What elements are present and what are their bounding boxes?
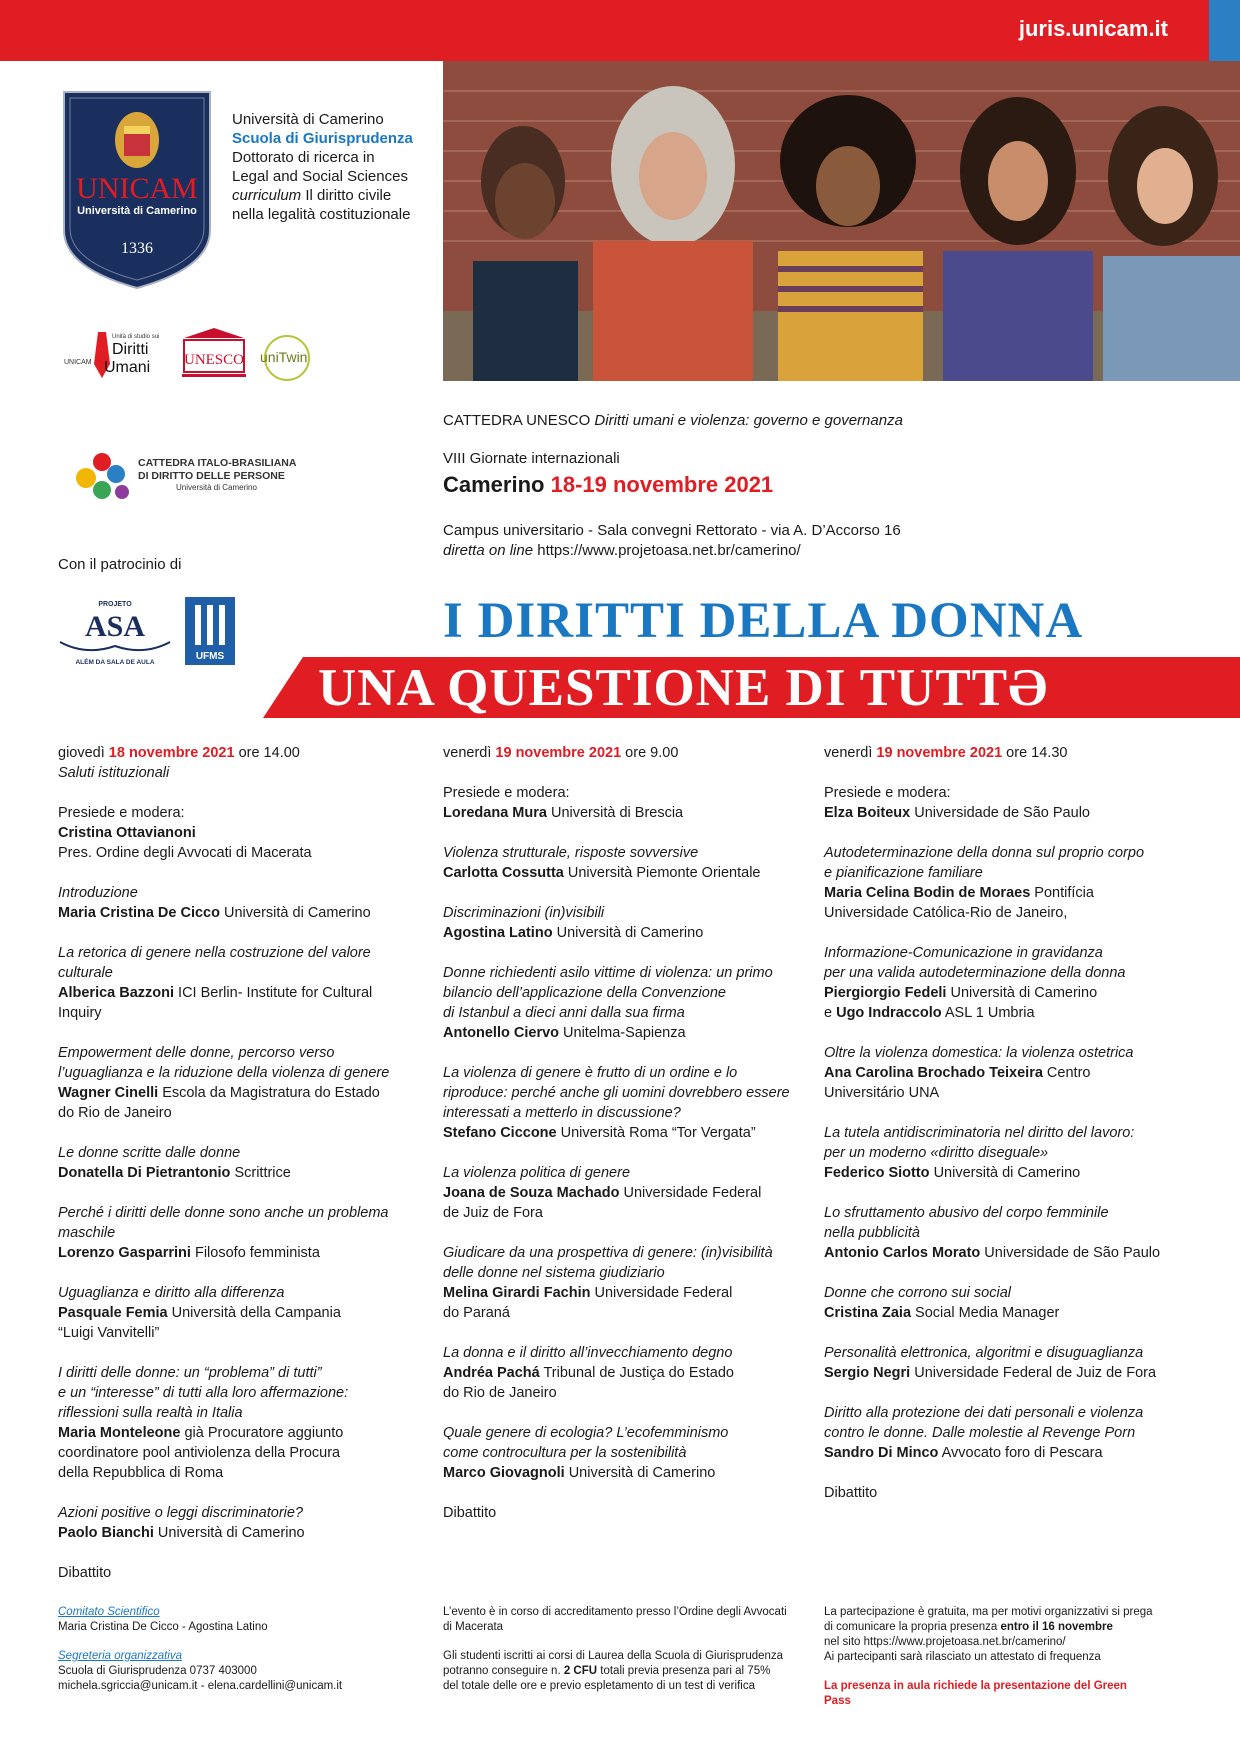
talk-item: La tutela antidiscriminatoria nel diritto del lavoro: per un moderno «diritto diseguale» Federico Siotto Università di Camerino (824, 1125, 1135, 1181)
talk-item: Discriminazioni (in)visibili Agostina Latino Università di Camerino (443, 905, 704, 941)
debate-item: Dibattito (58, 1565, 112, 1581)
green-pass-notice: La presenza in aula richiede la presentazione del Green Pass (824, 1680, 1127, 1707)
day-heading: giovedì 18 novembre 2021 ore 14.00 (58, 745, 300, 761)
talk-item: Informazione-Comunicazione in gravidanza per una valida autodeterminazione della donna Piergiorgio Fedeli Università di Camerino e Ugo Indraccolo ASL 1 Umbria (824, 945, 1126, 1021)
talk-item: La donna e il diritto all’invecchiamento degno Andréa Pachá Tribunal de Justiça do Estado do Rio de Janeiro (443, 1345, 734, 1401)
doctorate-line: Dottorato di ricerca in (232, 149, 375, 166)
event-date-heading: Camerino 18-19 novembre 2021 (443, 472, 774, 497)
hero-photo-women (443, 61, 1240, 381)
day-heading: venerdì 19 novembre 2021 ore 14.30 (824, 745, 1068, 761)
debate-item: Dibattito (824, 1485, 878, 1501)
talk-item: Perché i diritti delle donne sono anche un problema maschile Lorenzo Gasparrini Filosofo femminista (58, 1205, 389, 1261)
unesco-chair-line: CATTEDRA UNESCO Diritti umani e violenza: governo e governanza (443, 412, 903, 429)
day-heading: venerdì 19 novembre 2021 ore 9.00 (443, 745, 679, 761)
talk-item: Uguaglianza e diritto alla differenza Pasquale Femia Università della Campania “Luigi Vanvitelli” (58, 1285, 341, 1341)
svg-text:ALÉM DA SALA DE AULA: ALÉM DA SALA DE AULA (75, 659, 155, 666)
svg-text:Umani: Umani (104, 359, 151, 376)
unitwin-logo (260, 336, 309, 380)
svg-text:1336: 1336 (121, 240, 153, 257)
event-location: Campus universitario - Sala convegni Rettorato - via A. D’Accorso 16 diretta on line https://www.projetoasa.net.br/camerino/ (443, 522, 901, 559)
talk-item: Donne richiedenti asilo vittime di violenza: un primo bilancio dell’applicazione della Convenzione di Istanbul a dieci anni dalla sua firma Antonello Ciervo Unitelma-Sapienza (443, 965, 773, 1041)
talk-item: I diritti delle donne: un “problema” di tutti” e un “interesse” di tutti alla loro affermazione: riflessioni sulla realtà in Italia Maria Monteleone già Procuratore aggiunto coordinatore pool antiviolenza della Procura della Repubblica di Roma (58, 1365, 349, 1481)
svg-text:Diritti: Diritti (112, 341, 149, 358)
talk-item: Giudicare da una prospettiva di genere: (in)visibilità delle donne nel sistema giudiziario Melina Girardi Fachin Universidade Federal do Paraná (443, 1245, 773, 1321)
svg-text:uniTwin: uniTwin (260, 349, 308, 365)
svg-text:UNICAM: UNICAM (64, 359, 92, 366)
patronage-label: Con il patrocinio di (58, 556, 182, 573)
svg-text:ASA: ASA (84, 610, 146, 643)
diritti-umani-logo (64, 332, 159, 378)
talk-item: Oltre la violenza domestica: la violenza ostetrica Ana Carolina Brochado Teixeira Centro Universitário UNA (824, 1045, 1134, 1101)
unesco-logo (182, 328, 246, 377)
title-line-1: I DIRITTI DELLA DONNA (443, 593, 1084, 649)
svg-text:PROJETO: PROJETO (98, 601, 132, 608)
svg-text:DI DIRITTO DELLE PERSONE: DI DIRITTO DELLE PERSONE (138, 470, 285, 482)
ufms-logo (185, 597, 235, 665)
curriculum-line: curriculum Il diritto civile (232, 187, 392, 204)
chair-block: Presiede e modera: Cristina Ottavianoni Pres. Ordine degli Avvocati di Macerata (58, 805, 312, 861)
footer-committee: Comitato Scientifico Maria Cristina De Cicco - Agostina Latino Segreteria organizzativa Scuola di Giurisprudenza 0737 403000 michela.sgriccia@unicam.it - elena.cardellini@unicam.it (58, 1605, 378, 1694)
curriculum-line-2: nella legalità costituzionale (232, 206, 411, 223)
university-name: Università di Camerino (232, 111, 384, 128)
program-day-2 (443, 743, 793, 1523)
chair-block: Presiede e modera: Elza Boiteux Universidade de São Paulo (824, 785, 1090, 821)
debate-item: Dibattito (443, 1505, 497, 1521)
talk-item: Autodeterminazione della donna sul proprio corpo e pianificazione familiare Maria Celina Bodin de Moraes Pontifícia Universidade Católica-Rio de Janeiro, (824, 845, 1145, 921)
edition-line: VIII Giornate internazionali (443, 450, 620, 467)
chair-block: Presiede e modera: Loredana Mura Università di Brescia (443, 785, 684, 821)
talk-item: Quale genere di ecologia? L’ecofemminismo come controcultura per la sostenibilità Marco Giovagnoli Università di Camerino (443, 1425, 729, 1481)
svg-text:CATTEDRA ITALO-BRASILIANA: CATTEDRA ITALO-BRASILIANA (138, 457, 297, 469)
stream-link[interactable]: https://www.projetoasa.net.br/camerino/ (533, 542, 801, 559)
svg-text:UFMS: UFMS (195, 651, 225, 662)
talk-item: Violenza strutturale, risposte sovversive Carlotta Cossutta Università Piemonte Orientale (443, 845, 761, 881)
talk-item: Personalità elettronica, algoritmi e disuguaglianza Sergio Negri Universidade Federal de Juiz de Fora (824, 1345, 1157, 1381)
footer-accreditation: L’evento è in corso di accreditamento presso l’Ordine degli Avvocati di Macerata Gli studenti iscritti ai corsi di Laurea della Scuola di Giurisprudenza potranno conseguire n. 2 CFU totali previa presenza pari al 75% del totale delle ore e previo espletamento di un test di verifica (443, 1606, 787, 1692)
talk-item: La violenza politica di genere Joana de Souza Machado Universidade Federal de Juiz de Fora (443, 1165, 762, 1221)
school-name: Scuola di Giurisprudenza (232, 130, 413, 147)
footer-participation: La partecipazione è gratuita, ma per motivi organizzativi si prega di comunicare la propria presenza entro il 16 novembre nel sito https://www.projetoasa.net.br/camerino/ Ai partecipanti sarà rilasciato un attestato di frequenza La presenza in aula richiede la presentazione del Green Pass (824, 1606, 1153, 1707)
site-url[interactable]: juris.unicam.it (1018, 16, 1168, 41)
projeto-asa-logo (56, 596, 174, 668)
svg-text:Università di Camerino: Università di Camerino (176, 483, 257, 492)
university-info (232, 110, 413, 224)
talk-item: Le donne scritte dalle donne Donatella Di Pietrantonio Scrittrice (58, 1145, 291, 1181)
svg-text:UNESCO: UNESCO (183, 352, 245, 368)
svg-text:UNICAM: UNICAM (76, 172, 198, 205)
program-line: Legal and Social Sciences (232, 168, 408, 185)
contact-emails[interactable]: michela.sgriccia@unicam.it - elena.cardellini@unicam.it (58, 1680, 343, 1692)
talk-item: Diritto alla protezione dei dati personali e violenza contro le donne. Dalle molestie al Revenge Porn Sandro Di Minco Avvocato foro di Pescara (824, 1405, 1144, 1461)
talk-item: La violenza di genere è frutto di un ordine e lo riproduce: perché anche gli uomini dovrebbero essere interessati a metterlo in discussione? Stefano Ciccone Università Roma “Tor Vergata” (443, 1065, 790, 1141)
top-bar-blue-accent (1209, 0, 1240, 61)
talk-item: Empowerment delle donne, percorso verso l’uguaglianza e la riduzione della violenza di genere Wagner Cinelli Escola da Magistratura do Estado do Rio de Janeiro (58, 1045, 390, 1121)
talk-item: Donne che corrono sui social Cristina Zaia Social Media Manager (824, 1285, 1060, 1321)
cattedra-italo-brasiliana-logo (66, 444, 326, 506)
program-day-1 (58, 743, 408, 1583)
unicam-crest-logo (62, 90, 212, 290)
title-line-2: UNA QUESTIONE DI TUTTƏ (318, 659, 1049, 717)
talk-item: Introduzione Maria Cristina De Cicco Università di Camerino (58, 885, 371, 921)
svg-text:Unità di studio sui: Unità di studio sui (112, 334, 160, 340)
partner-logos-row (62, 324, 322, 386)
session-title: Saluti istituzionali (58, 765, 170, 781)
talk-item: La retorica di genere nella costruzione del valore culturale Alberica Bazzoni ICI Berlin- Institute for Cultural Inquiry (58, 945, 373, 1021)
program-day-3 (824, 743, 1174, 1503)
svg-text:Università di Camerino: Università di Camerino (77, 205, 197, 217)
talk-item: Lo sfruttamento abusivo del corpo femminile nella pubblicità Antonio Carlos Morato Universidade de São Paulo (824, 1205, 1161, 1261)
talk-item: Azioni positive o leggi discriminatorie? Paolo Bianchi Università di Camerino (58, 1505, 305, 1541)
